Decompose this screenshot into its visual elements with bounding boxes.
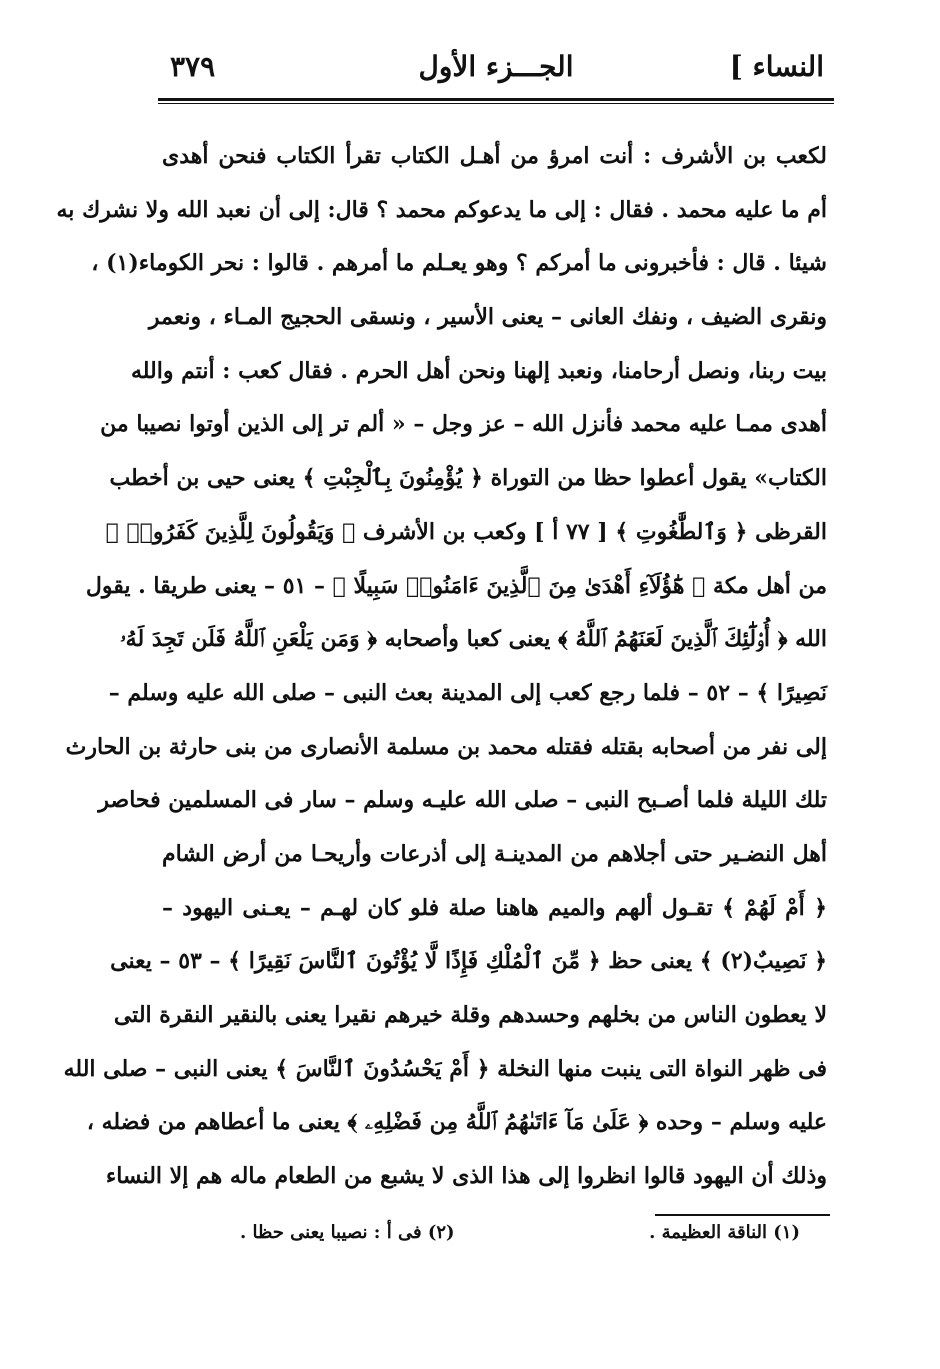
text-line: أم ما عليه محمد . فقال : إلى ما يدعوكم محمد ؟ قال: إلى أن نعبد الله ولا نشرك به [56, 196, 827, 223]
text-line: أهدى ممـا عليه محمد فأنزل الله – عز وجل – « ألم تر إلى الذين أوتوا نصيبا من [100, 411, 827, 438]
text-line: تلك الليلة فلما أصـبح النبى – صلى الله عليـه وسلم – سار فى المسلمين فحاصر [98, 787, 827, 814]
text-line: عليه وسلم – وحده ﴿ عَلَىٰ مَآ ءَاتَىٰهُمُ ٱللَّهُ مِن فَضْلِهِۦ ﴾ يعنى ما أعطاهم من فضله ، [86, 1109, 827, 1136]
surah-title: النساء ] [729, 50, 824, 83]
footnote-2: (٢) فى أ : نصيبا يعنى حظا . [240, 1222, 455, 1243]
text-line: شيئا . قال : فأخبرونى ما أمركم ؟ وهو يعـلم ما أمرهم . قالوا : نحر الكوماء(١) ، [91, 250, 827, 277]
text-line: نَصِيرًا ﴾ – ٥٢ – فلما رجع كعب إلى المدينة بعث النبى – صلى الله عليه وسلم – [108, 679, 827, 706]
text-line: إلى نفر من أصحابه بقتله فقتله محمد بن مسلمة الأنصارى من بنى حارثة بن الحارث [65, 733, 827, 760]
text-line: وذلك أن اليهود قالوا انظروا إلى هذا الذى لا يشبع من الطعام ماله هم إلا النساء [105, 1163, 827, 1190]
footnote-rule [655, 1214, 830, 1216]
text-line: القرظى ﴿ وَٱلطَّٰغُوتِ ﴾ [ ٧٧ أ ] وكعب بن الأشرف ﴿ وَيَقُولُونَ لِلَّذِينَ كَفَرُوا۟ ﴾ [105, 518, 827, 545]
text-line: ونقرى الضيف ، ونفك العانى – يعنى الأسير ، ونسقى الحجيج المـاء ، ونعمر [148, 304, 827, 331]
footnote-1: (١) الناقة العظيمة . [649, 1222, 800, 1243]
text-line: فى ظهر النواة التى ينبت منها النخلة ﴿ أَمْ يَحْسُدُونَ ٱلنَّاسَ ﴾ يعنى النبى – صلى الله [63, 1055, 827, 1082]
text-line: ﴿ أَمْ لَهُمْ ﴾ تقـول ألهم والميم هاهنا صلة فلو كان لهـم – يعـنى اليهود – [162, 894, 827, 921]
text-line: الكتاب» يقول أعطوا حظا من التوراة ﴿ يُؤْمِنُونَ بِٱلْجِبْتِ ﴾ يعنى حيى بن أخطب [109, 465, 827, 492]
header-rule-thin [158, 103, 834, 104]
text-line: ﴿ نَصِيبٌ(٢) ﴾ يعنى حظ ﴿ مِّنَ ٱلْمُلْكِ فَإِذًا لَّا يُؤْتُونَ ٱلنَّاسَ نَقِيرًا ﴾ – ٥٣ – يعنى [110, 948, 827, 975]
text-line: لكعب بن الأشرف : أنت امرؤ من أهـل الكتاب تقرأ الكتاب فنحن أهدى [162, 143, 827, 169]
text-line: من أهل مكة ﴿ هَٰٓؤُلَآءِ أَهْدَىٰ مِنَ ٱلَّذِينَ ءَامَنُوا۟ سَبِيلًا ﴾ – ٥١ – يعنى طريقا . يقول [85, 572, 827, 599]
juz-title: الجـــزء الأول [418, 50, 574, 83]
text-line: الله ﴿ أُو۟لَٰٓئِكَ ٱلَّذِينَ لَعَنَهُمُ ٱللَّهُ ﴾ يعنى كعبا وأصحابه ﴿ وَمَن يَلْعَنِ ٱللَّهُ فَلَن تَجِدَ لَهُۥ [120, 626, 827, 653]
footnotes [240, 1222, 800, 1258]
header-rule [158, 98, 834, 101]
page-header [158, 46, 834, 96]
text-line: بيت ربنا، ونصل أرحامنا، ونعبد إلهنا ونحن أهل الحرم . فقال كعب : أنتم والله [130, 357, 827, 384]
body-text [56, 130, 827, 1204]
text-line: لا يعطون الناس من بخلهم وحسدهم وقلة خيرهم نقيرا يعنى بالنقير النقرة التى [113, 1002, 827, 1028]
text-line: أهل النضـير حتى أجلاهم من المدينـة إلى أذرعات وأريحـا من أرض الشام [162, 840, 827, 867]
page-number: ٣٧٩ [170, 50, 216, 83]
